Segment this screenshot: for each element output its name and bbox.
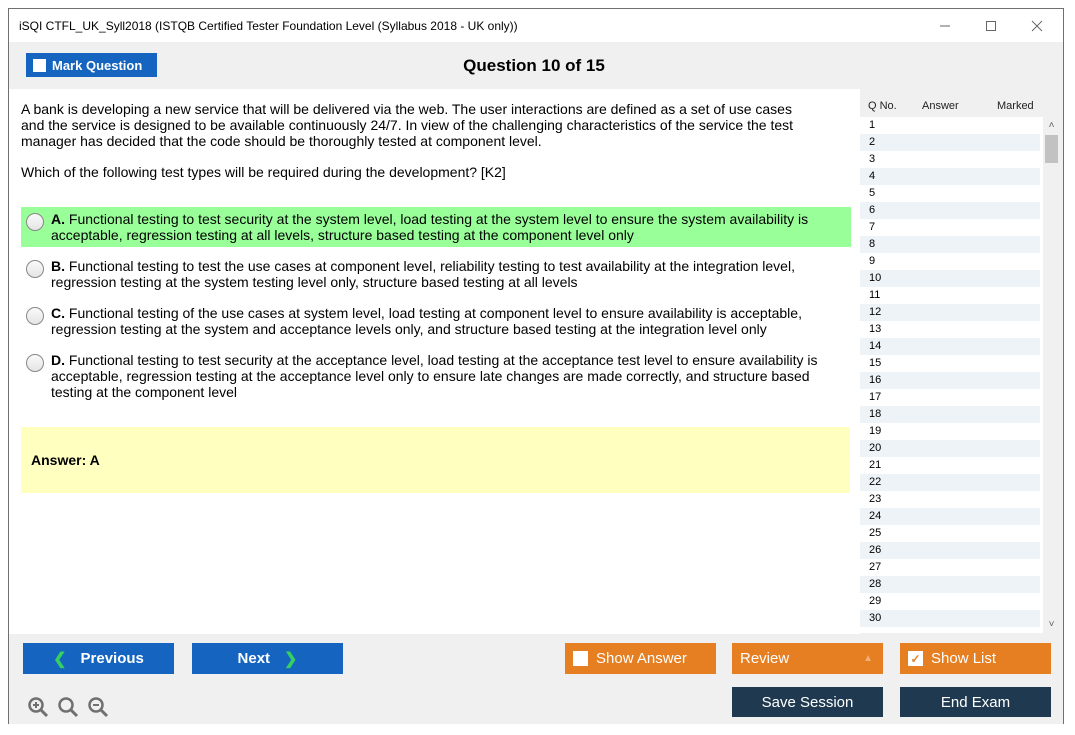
option-d[interactable] (21, 348, 851, 404)
question-list-item[interactable]: 9 (869, 255, 876, 267)
zoom-reset-icon[interactable] (57, 696, 81, 718)
option-d-radio[interactable] (26, 354, 44, 372)
option-text: Functional testing to test security at the system level, load testing at the system level to ensure the system availability is acceptable, regression testing at all levels, structure based testing at the component level only (51, 211, 809, 243)
end-exam-label: End Exam (940, 693, 1011, 711)
save-session-button[interactable] (732, 687, 883, 717)
question-title: Question 10 of 15 (463, 56, 605, 75)
question-stem (21, 101, 841, 149)
question-list-item[interactable]: 2 (860, 134, 1040, 151)
chevron-left-icon: ❮ (53, 650, 67, 668)
question-list-item[interactable]: 17 (869, 391, 882, 403)
review-dropdown[interactable] (732, 643, 883, 674)
option-text: Functional testing of the use cases at system level, load testing at component level to ensure availability is acceptable, regression testing at the system and acceptance levels only, and structure based testing at the integration level only (51, 305, 802, 337)
question-list-item[interactable]: 4 (860, 168, 1040, 185)
question-list-item[interactable]: 3 (869, 153, 876, 165)
question-list-item[interactable]: 27 (869, 561, 882, 573)
show-list-checkbox-icon[interactable]: ✓ (908, 651, 923, 666)
question-stem-line: manager has decided that the code should be thoroughly tested at component level. (21, 133, 542, 149)
question-list-item[interactable]: 19 (869, 425, 882, 437)
zoom-in-icon[interactable] (27, 696, 51, 718)
next-label: Next (237, 650, 271, 667)
question-header (9, 42, 1063, 89)
question-list-item[interactable]: 1 (869, 119, 876, 131)
question-list-item[interactable]: 24 (860, 508, 1040, 525)
column-header-marked[interactable]: Marked (997, 100, 1034, 112)
answer-panel (21, 427, 850, 493)
question-list-item[interactable]: 21 (869, 459, 882, 471)
option-letter: A. (51, 211, 65, 227)
footer-bar (9, 634, 1063, 724)
show-list-label: Show List (931, 650, 997, 667)
question-list-item[interactable]: 28 (860, 576, 1040, 593)
scroll-thumb[interactable] (1045, 135, 1058, 163)
option-c[interactable] (21, 301, 851, 341)
review-label: Review (740, 650, 790, 667)
option-a-radio[interactable] (26, 213, 44, 231)
list-scrollbar[interactable] (1043, 117, 1060, 633)
question-list-item[interactable]: 11 (869, 289, 881, 301)
column-header-qno[interactable]: Q No. (868, 100, 897, 112)
question-list-panel (860, 89, 1060, 634)
option-text: Functional testing to test the use cases at component level, reliability testing to test availability at the integration level, regression testing at the system testing level only, structure based testing at all levels (51, 258, 795, 290)
previous-button[interactable] (23, 643, 174, 674)
show-answer-button[interactable] (565, 643, 716, 674)
question-list-item[interactable]: 22 (860, 474, 1040, 491)
close-icon[interactable] (1014, 9, 1060, 42)
question-list-item[interactable]: 8 (860, 236, 1040, 253)
scroll-up-icon[interactable]: ˄ (1048, 120, 1055, 131)
minimize-icon[interactable] (922, 9, 968, 42)
question-pane (9, 89, 860, 634)
question-stem-line: A bank is developing a new service that will be delivered via the web. The user interactions are defined as a set of use cases (21, 101, 792, 117)
option-letter: C. (51, 305, 65, 321)
zoom-controls (27, 696, 111, 718)
question-list-item[interactable]: 25 (869, 527, 882, 539)
option-a[interactable] (21, 207, 851, 247)
window-title: iSQI CTFL_UK_Syll2018 (ISTQB Certified Tester Foundation Level (Syllabus 2018 - UK only)) (19, 19, 518, 33)
question-list-item[interactable]: 29 (869, 595, 882, 607)
zoom-out-icon[interactable] (87, 696, 111, 718)
question-list-item[interactable]: 23 (869, 493, 882, 505)
option-b[interactable] (21, 254, 851, 294)
question-list-item[interactable]: 10 (860, 270, 1040, 287)
maximize-icon[interactable] (968, 9, 1014, 42)
question-list-item[interactable]: 5 (869, 187, 876, 199)
main-content (9, 42, 1063, 724)
question-list-item[interactable]: 14 (860, 338, 1040, 355)
next-button[interactable] (192, 643, 343, 674)
question-list-header (860, 89, 1060, 117)
scroll-down-icon[interactable]: ˅ (1048, 619, 1055, 630)
option-letter: B. (51, 258, 65, 274)
save-session-label: Save Session (761, 693, 854, 711)
mark-question-label: Mark Question (52, 57, 143, 73)
question-list-item[interactable]: 18 (860, 406, 1040, 423)
show-list-button[interactable] (900, 643, 1051, 674)
dropdown-arrow-icon: ▲ (863, 653, 873, 664)
column-header-answer[interactable]: Answer (922, 100, 959, 112)
show-answer-label: Show Answer (596, 650, 687, 667)
option-c-radio[interactable] (26, 307, 44, 325)
chevron-right-icon: ❯ (284, 650, 298, 668)
question-list-item[interactable]: 13 (869, 323, 882, 335)
question-list-item[interactable]: 26 (860, 542, 1040, 559)
question-prompt: Which of the following test types will be required during the development? [K2] (21, 164, 506, 180)
title-bar (9, 9, 1063, 42)
question-list-item[interactable]: 6 (860, 202, 1040, 219)
end-exam-button[interactable] (900, 687, 1051, 717)
question-list-item[interactable]: 16 (860, 372, 1040, 389)
question-list-item[interactable]: 30 (860, 610, 1040, 627)
question-stem-line: and the service is designed to be available continuously 24/7. In view of the challenging characteristics of the service the test (21, 117, 794, 133)
question-list (860, 117, 1060, 633)
previous-label: Previous (80, 650, 144, 667)
question-list-item[interactable]: 12 (860, 304, 1040, 321)
option-letter: D. (51, 352, 65, 368)
question-list-item[interactable]: 15 (869, 357, 882, 369)
app-window (8, 8, 1064, 724)
show-answer-checkbox-icon[interactable] (573, 651, 588, 666)
option-text: Functional testing to test security at the acceptance level, load testing at the acceptance test level to ensure availability is acceptable, regression testing at the acceptance level only to ensure late changes are made correctly, and structure based testing at the component level (51, 352, 818, 400)
question-list-rows (860, 117, 1060, 627)
answer-text: Answer: A (31, 452, 100, 468)
option-b-radio[interactable] (26, 260, 44, 278)
question-list-item[interactable]: 20 (860, 440, 1040, 457)
question-list-item[interactable]: 7 (869, 221, 876, 233)
